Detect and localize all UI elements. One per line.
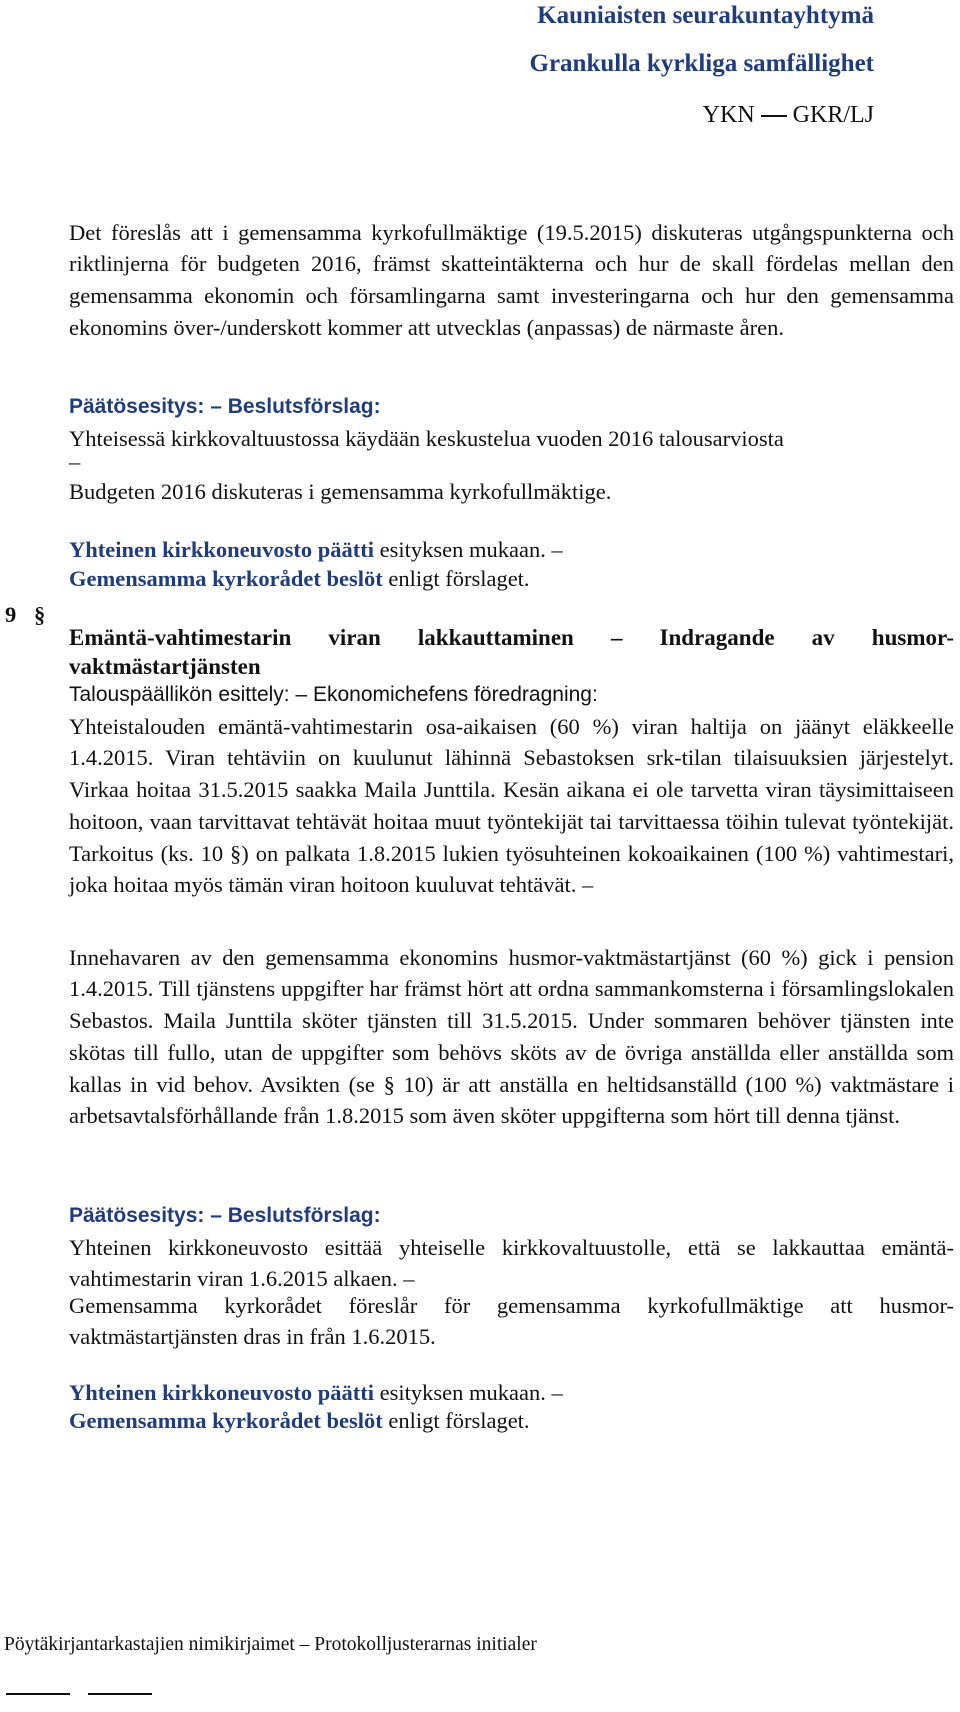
initials-line-2 (88, 1693, 152, 1695)
intro-paragraph: Det föreslås att i gemensamma kyrkofullmäktige (19.5.2015) diskuteras utgångspunkterna och riktlinjerna för budgeten 2016, främst skatteintäkterna och hur de skall fördelas mellan den gemensamma ekonomin och församlingarna samt investeringarna och hur den gemensamma ekonomins över-/underskott kommer att utvecklas (anpassas) de närmaste åren. (69, 219, 954, 340)
item-number: 9 (5, 602, 17, 627)
initials-line-1 (6, 1693, 70, 1695)
item-presenter: Talouspäällikön esittely: – Ekonomichefens föredragning: (69, 683, 598, 706)
intro-proposal-dash: – (69, 448, 81, 474)
intro-decision-fi-text: esityksen mukaan. – (379, 536, 563, 562)
reference-right: GKR/LJ (792, 102, 874, 128)
item-decision-fi-text: esityksen mukaan. – (379, 1379, 563, 1405)
intro-proposal-fi: Yhteisessä kirkkovaltuustossa käydään keskustelua vuoden 2016 talousarviosta (69, 425, 784, 451)
section-sign: § (34, 602, 46, 627)
org-name-swedish: Grankulla kyrkliga samfällighet (529, 50, 874, 77)
item-proposal-sv: Gemensamma kyrkorådet föreslår för gemensamma kyrkofullmäktige att husmor-vaktmästartjänsten dras in från 1.6.2015. (69, 1292, 954, 1350)
item-decision-sv-text: enligt förslaget. (388, 1407, 530, 1433)
intro-proposal-label: Päätösesitys: – Beslutsförslag: (69, 395, 381, 418)
document-reference (703, 100, 874, 130)
item-decision-fi-label: Yhteinen kirkkoneuvosto päätti (69, 1379, 375, 1405)
reference-dash (761, 115, 787, 117)
item-text-swedish: Innehavaren av den gemensamma ekonomins husmor-vaktmästartjänst (60 %) gick i pension 1.4.2015. Till tjänstens uppgifter har främst hört att ordna sammankomsterna i församlingslokalen Sebastos. Maila Junttila sköter tjänsten till 31.5.2015. Under sommaren behöver tjänsten inte skötas till fullo, utan de uppgifter som behövs sköts av de övriga anställda eller anställda som kallas in vid behov. Avsikten (se § 10) är att anställa en heltidsanställd (100 %) vaktmästare i arbetsavtalsförhållande från 1.8.2015 som även sköter uppgifterna som hört till denna tjänst. (69, 944, 954, 1129)
intro-decision-fi (69, 534, 954, 566)
item-proposal-fi: Yhteinen kirkkoneuvosto esittää yhteiselle kirkkovaltuustolle, että se lakkauttaa emäntä-vahtimestarin viran 1.6.2015 alkaen. – (69, 1234, 954, 1292)
org-name-finnish: Kauniaisten seurakuntayhtymä (537, 2, 874, 29)
item-proposal-label: Päätösesitys: – Beslutsförslag: (69, 1204, 381, 1227)
intro-decision-sv-text: enligt förslaget. (388, 565, 530, 591)
reference-left: YKN (702, 102, 755, 128)
intro-decision-fi-label: Yhteinen kirkkoneuvosto päätti (69, 536, 375, 562)
intro-proposal-sv: Budgeten 2016 diskuteras i gemensamma kyrkofullmäktige. (69, 478, 612, 504)
intro-decision-sv (69, 563, 954, 595)
item-title-line2: vaktmästartjänsten (69, 654, 261, 679)
item-decision-sv (69, 1405, 954, 1437)
intro-decision-sv-label: Gemensamma kyrkorådet beslöt (69, 565, 383, 591)
item-text-finnish: Yhteistalouden emäntä-vahtimestarin osa-aikaisen (60 %) viran haltija on jäänyt eläkkeelle 1.4.2015. Viran tehtäviin on kuulunut lähinnä Sebastoksen srk-tilan tilaisuuksien järjestelyt. Virkaa hoitaa 31.5.2015 saakka Maila Junttila. Kesän aikana ei ole tarvetta viran täysimittaiseen hoitoon, vaan tarvittavat tehtävät hoitaa muut työntekijät tai tarvittaessa töihin tulevat työntekijät. Tarkoitus (ks. 10 §) on palkata 1.8.2015 lukien työsuhteinen kokoaikainen (100 %) vahtimestari, joka hoitaa myös tämän viran hoitoon kuuluvat tehtävät. – (69, 713, 954, 898)
item-decision-sv-label: Gemensamma kyrkorådet beslöt (69, 1407, 383, 1433)
footer-initials-label: Pöytäkirjantarkastajien nimikirjaimet – Protokolljusterarnas initialer (4, 1634, 537, 1655)
item-title-line1: Emäntä-vahtimestarin viran lakkauttaminen – Indragande av husmor- (69, 625, 954, 650)
